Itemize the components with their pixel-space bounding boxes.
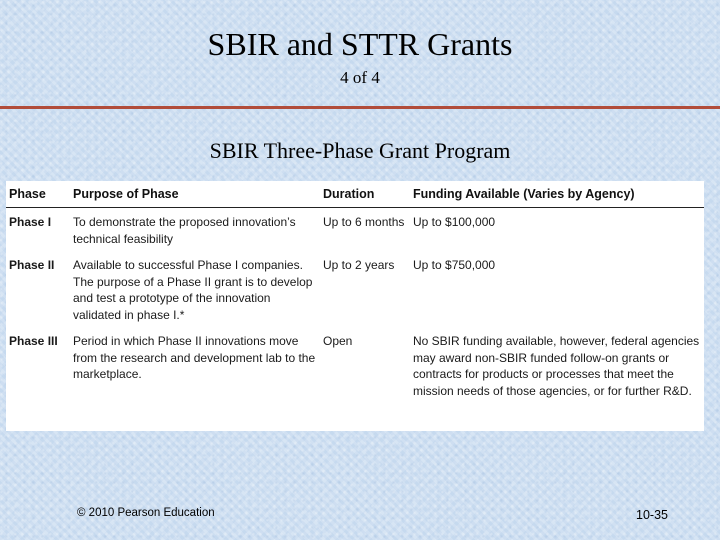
table-row (6, 251, 704, 327)
table-row (6, 327, 704, 403)
phase-cell: Phase II (9, 258, 55, 272)
funding-cell: Up to $750,000 (413, 258, 496, 272)
funding-cell: Up to $100,000 (413, 215, 496, 229)
footer-copyright: © 2010 Pearson Education (77, 507, 215, 519)
purpose-cell: Period in which Phase II innovations move from the research and development lab to the marketplace. (73, 334, 316, 381)
slide-subtitle: 4 of 4 (340, 68, 380, 87)
phase-cell: Phase I (9, 215, 52, 229)
purpose-cell: Available to successful Phase I companies. The purpose of a Phase II grant is to develop and test a prototype of the innovation validated in phase I.* (73, 258, 313, 322)
purpose-cell: To demonstrate the proposed innovation’s technical feasibility (73, 215, 296, 246)
duration-cell: Up to 2 years (323, 258, 395, 272)
slide-title: SBIR and STTR Grants (207, 26, 513, 62)
footer-page-number: 10-35 (636, 508, 668, 522)
section-heading: SBIR Three-Phase Grant Program (209, 138, 511, 163)
table-header-row (6, 181, 704, 208)
duration-cell: Up to 6 months (323, 215, 405, 229)
header-purpose: Purpose of Phase (70, 181, 320, 208)
duration-cell: Open (323, 334, 353, 348)
header-funding: Funding Available (Varies by Agency) (410, 181, 704, 208)
header-duration: Duration (320, 181, 410, 208)
title-divider (0, 106, 720, 109)
grant-phase-table (6, 181, 704, 403)
grant-table-panel (6, 181, 704, 431)
phase-cell: Phase III (9, 334, 58, 348)
table-row (6, 208, 704, 252)
header-phase: Phase (6, 181, 70, 208)
funding-cell: No SBIR funding available, however, federal agencies may award non-SBIR funded follow-on grants or contracts for products or processes that meet the mission needs of those agencies, or for further R&D. (413, 334, 700, 398)
